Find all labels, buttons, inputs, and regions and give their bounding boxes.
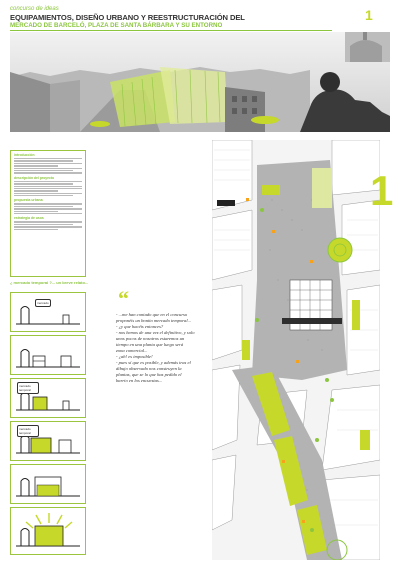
team-tag: temporal [330,16,356,22]
speech-bubble: mercado temporal [17,425,39,437]
dialogue-line: plantas, que se lo que has pedido el [116,372,182,377]
story-heading: ¿ mercado temporal ?... un breve relato... [10,280,89,285]
sheet-number-small: 1 [365,7,373,23]
dialogue-line: dibujo observado nos construyen la [116,366,182,371]
story-frame-3 [10,378,86,418]
text-line [14,221,82,222]
story-frame-4 [10,421,86,461]
text-line [14,165,58,166]
text-line [14,186,82,187]
header-top-label: concurso de ideas [10,6,59,12]
speech-bubble: mercado temporal [17,382,39,394]
text-line [14,190,58,191]
text-line [14,172,82,173]
story-frame-6 [10,507,86,555]
text-heading: estrategia de usos [14,216,44,221]
dialogue-line: barrio en los encuestas... [116,378,163,383]
text-line [14,203,82,204]
site-plan-map [212,140,380,560]
story-frame-2 [10,335,86,375]
text-heading: propuesta urbana [14,198,43,203]
text-line [14,158,82,159]
story-frame-5 [10,464,86,504]
text-line [14,229,58,230]
text-heading: descripción del proyecto [14,175,55,180]
story-frame-1 [10,292,86,332]
quote-mark-icon: “ [118,286,129,311]
text-line [14,224,73,225]
dialogue-line: - ...me han contado que en el concurso [116,312,188,317]
text-line [14,226,82,227]
text-line [14,188,82,189]
page-title: EQUIPAMIENTOS, DISEÑO URBANO Y REESTRUCTURACIÓN DEL [10,13,245,22]
text-line [14,193,82,194]
hero-perspective-image [10,32,390,132]
dialogue-line: - pues sí que es posible, y además tras el [116,360,191,365]
text-line [14,208,82,209]
text-line [14,181,82,182]
dialogue-line: proponéis un bonito mercado temporal... [116,318,192,323]
speech-bubble: mercado [37,301,49,305]
text-line [14,170,73,171]
text-line [14,168,82,169]
sheet-number: 1 [370,167,394,214]
text-line [14,213,82,214]
text-line [14,183,73,184]
text-heading: introducción [14,153,35,157]
dialogue-line: tiempo en una planta que luego será [116,342,184,347]
text-line [14,163,82,164]
description-text-panel [10,150,86,277]
page-subtitle: MERCADO DE BARCELÓ, PLAZA DE SANTA BÁRBARA Y SU ENTORNO [10,22,223,29]
text-line [14,195,73,196]
dialogue-line: unos pocos de nosotros estaremos un [116,336,185,341]
text-line [14,160,73,161]
text-line [14,206,73,207]
dialogue-text [116,312,212,384]
text-line [14,211,58,212]
header-rule [10,30,332,31]
dialogue-line: - nos hemos de una vez el definitivo, y solo [116,330,195,335]
dialogue-line: - ¿y que hacéis entonces? [116,324,164,329]
dialogue-line: zona comercial... [116,348,148,353]
dialogue-line: - ¿ah! es imposible! [116,354,153,359]
